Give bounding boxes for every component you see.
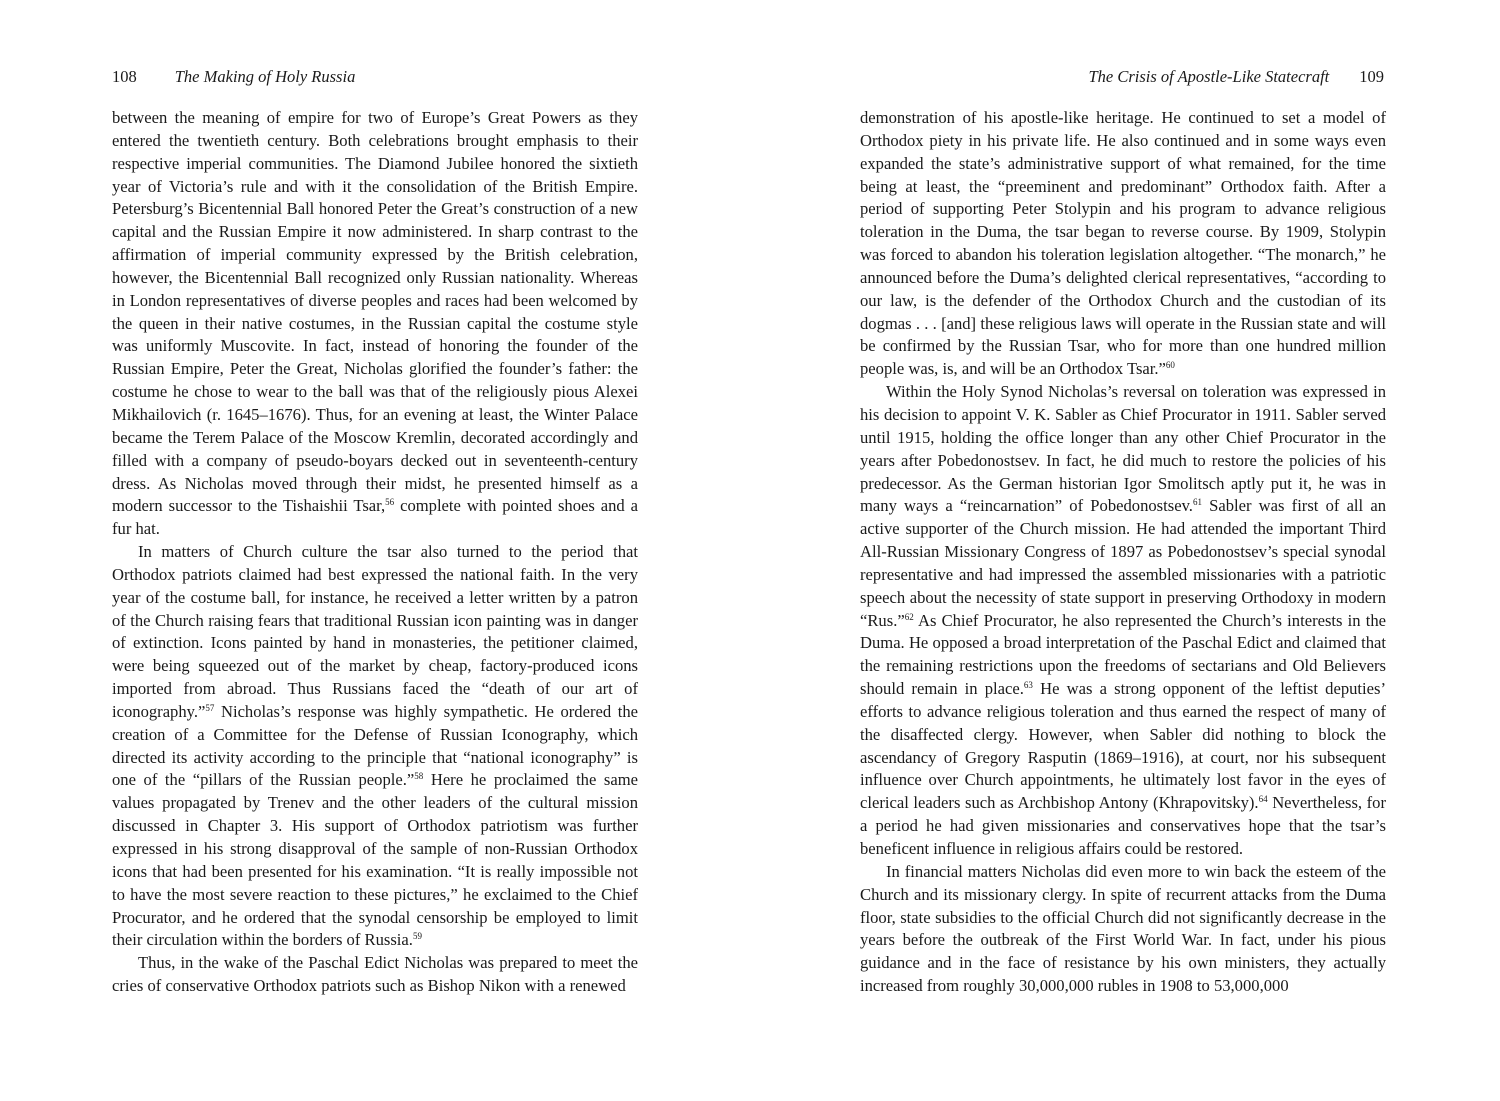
paragraph-text: Nicholas’s response was highly sympathetic. He ordered the creation of a Committee for the Defense of Russian Iconography, which directed its activity according to the principle that “national iconography” is one of the “pillars of the Russian people.” xyxy=(112,701,638,790)
footnote-marker[interactable]: 56 xyxy=(385,497,395,508)
paragraph-text: In financial matters Nicholas did even more to win back the esteem of the Church and its missionary clergy. In spite of recurrent attacks from the Duma floor, state subsidies to the official Church did not significantly decrease in the years before the outbreak of the First World War. In fact, under his pious guidance and in the face of resistance by his own ministers, they actually increased from roughly 30,000,000 rubles in 1908 to 53,000,000 xyxy=(860,861,1386,996)
body-text xyxy=(860,107,1386,998)
paragraph xyxy=(860,381,1386,861)
paragraph xyxy=(860,861,1386,998)
paragraph-text: In matters of Church culture the tsar also turned to the period that Orthodox patriots claimed had best expressed the national faith. In the very year of the costume ball, for instance, he received a letter written by a patron of the Church raising fears that traditional Russian icon painting was in danger of extinction. Icons painted by hand in monasteries, the petitioner claimed, were being squeezed out of the market by cheap, factory-produced icons imported from abroad. Thus Russians faced the “death of our art of iconography.” xyxy=(112,542,638,721)
body-text xyxy=(112,107,638,998)
footnote-marker[interactable]: 61 xyxy=(1192,497,1202,508)
paragraph-text: He was a strong opponent of the leftist deputies’ efforts to advance religious toleration and thus earned the respect of many of the disaffected clergy. However, when Sabler did nothing to block the ascendancy of Gregory Rasputin (1869–1916), at court, nor his subsequent influence over Church appointments, he ultimately lost favor in the eyes of clerical leaders such as Archbishop Antony (Khrapovitsky). xyxy=(860,679,1386,813)
paragraph-text: Nevertheless, for a period he had given missionaries and conservatives hope that the tsar’s beneficent influence in religious affairs could be restored. xyxy=(860,793,1387,858)
paragraph xyxy=(112,952,638,998)
paragraph xyxy=(112,107,638,541)
paragraph-text: complete with pointed shoes and a fur hat. xyxy=(112,496,638,539)
footnote-marker[interactable]: 60 xyxy=(1165,360,1175,371)
footnote-marker[interactable]: 64 xyxy=(1258,794,1268,805)
paragraph-text: Here he proclaimed the same values propagated by Trenev and the other leaders of the cultural mission discussed in Chapter 3. His support of Orthodox patriotism was further expressed in his strong disapproval of the sample of non-Russian Orthodox icons that had been presented for his examination. “It is really impossible not to have the most severe reaction to these pictures,” he exclaimed to the Chief Procurator, and he ordered that the synodal censorship be employed to limit their circulation within the borders of Russia. xyxy=(112,770,639,950)
running-head-right xyxy=(1088,66,1384,88)
running-head-left xyxy=(112,66,355,88)
paragraph-text: Within the Holy Synod Nicholas’s reversal on toleration was expressed in his decision to appoint V. K. Sabler as Chief Procurator in 1911. Sabler served until 1915, holding the office longer than any other Chief Procurator in the years after Pobedonostsev. In fact, he did much to restore the policies of his predecessor. As the German historian Igor Smolitsch aptly put it, he was in many ways a “reincarnation” of Pobedonostsev. xyxy=(860,382,1386,516)
footnote-marker[interactable]: 63 xyxy=(1023,680,1033,691)
paragraph-text: demonstration of his apostle-like heritage. He continued to set a model of Orthodox piety in his private life. He also continued and in some ways even expanded the state’s administrative support of what remained, for the time being at least, the “preeminent and predominant” Orthodox faith. After a period of supporting Peter Stolypin and his program to advance religious toleration in the Duma, the tsar began to reverse course. By 1909, Stolypin was forced to abandon his toleration legislation altogether. “The monarch,” he announced before the Duma’s delighted clerical representatives, “according to our law, is the defender of the Orthodox Church and the custodian of its dogmas . . . [and] these religious laws will operate in the Russian state and will be confirmed by the Russian Tsar, who for more than one hundred million people was, is, and will be an Orthodox Tsar.” xyxy=(860,108,1386,379)
page-number: 108 xyxy=(112,67,137,86)
paragraph-text: Sabler was first of all an active supporter of the Church mission. He had attended the important Third All-Russian Missionary Congress of 1897 as Pobedonostsev’s special synodal representative and had impressed the assembled missionaries with a patriotic speech about the necessity of state support in preserving Orthodoxy in modern “Rus.” xyxy=(860,496,1386,630)
paragraph xyxy=(860,107,1386,381)
page-number: 109 xyxy=(1359,67,1384,86)
footnote-marker[interactable]: 58 xyxy=(414,771,424,782)
footnote-marker[interactable]: 57 xyxy=(205,702,215,713)
right-page xyxy=(750,0,1500,1101)
footnote-marker[interactable]: 62 xyxy=(904,611,914,622)
running-title: The Making of Holy Russia xyxy=(174,67,356,86)
running-title: The Crisis of Apostle-Like Statecraft xyxy=(1088,67,1330,86)
paragraph-text: between the meaning of empire for two of Europe’s Great Powers as they entered the twentieth century. Both celebrations brought emphasis to their respective imperial communities. The Diamond Jubilee honored the sixtieth year of Victoria’s rule and with it the consolidation of the British Empire. Petersburg’s Bicentennial Ball honored Peter the Great’s construction of a new capital and the Russian Empire it now administered. In sharp contrast to the affirmation of imperial community expressed by the British celebration, however, the Bicentennial Ball recognized only Russian nationality. Whereas in London representatives of diverse peoples and races had been welcomed by the queen in their native costumes, in the Russian capital the costume style was uniformly Muscovite. In fact, instead of honoring the founder of the Russian Empire, Peter the Great, Nicholas glorified the founder’s father: the costume he chose to wear to the ball was that of the religiously pious Alexei Mikhailovich (r. 1645–1676). Thus, for an evening at least, the Winter Palace became the Terem Palace of the Moscow Kremlin, decorated accordingly and filled with a company of pseudo-boyars decked out in seventeenth-century dress. As Nicholas moved through their midst, he presented himself as a modern successor to the Tishaishii Tsar, xyxy=(112,108,638,516)
paragraph-text: As Chief Procurator, he also represented the Church’s interests in the Duma. He opposed a broad interpretation of the Paschal Edict and claimed that the remaining restrictions upon the freedoms of sectarians and Old Believers should remain in place. xyxy=(860,610,1386,699)
paragraph-text: Thus, in the wake of the Paschal Edict Nicholas was prepared to meet the cries of conservative Orthodox patriots such as Bishop Nikon with a renewed xyxy=(112,953,638,996)
paragraph xyxy=(112,541,638,952)
footnote-marker[interactable]: 59 xyxy=(412,931,422,942)
